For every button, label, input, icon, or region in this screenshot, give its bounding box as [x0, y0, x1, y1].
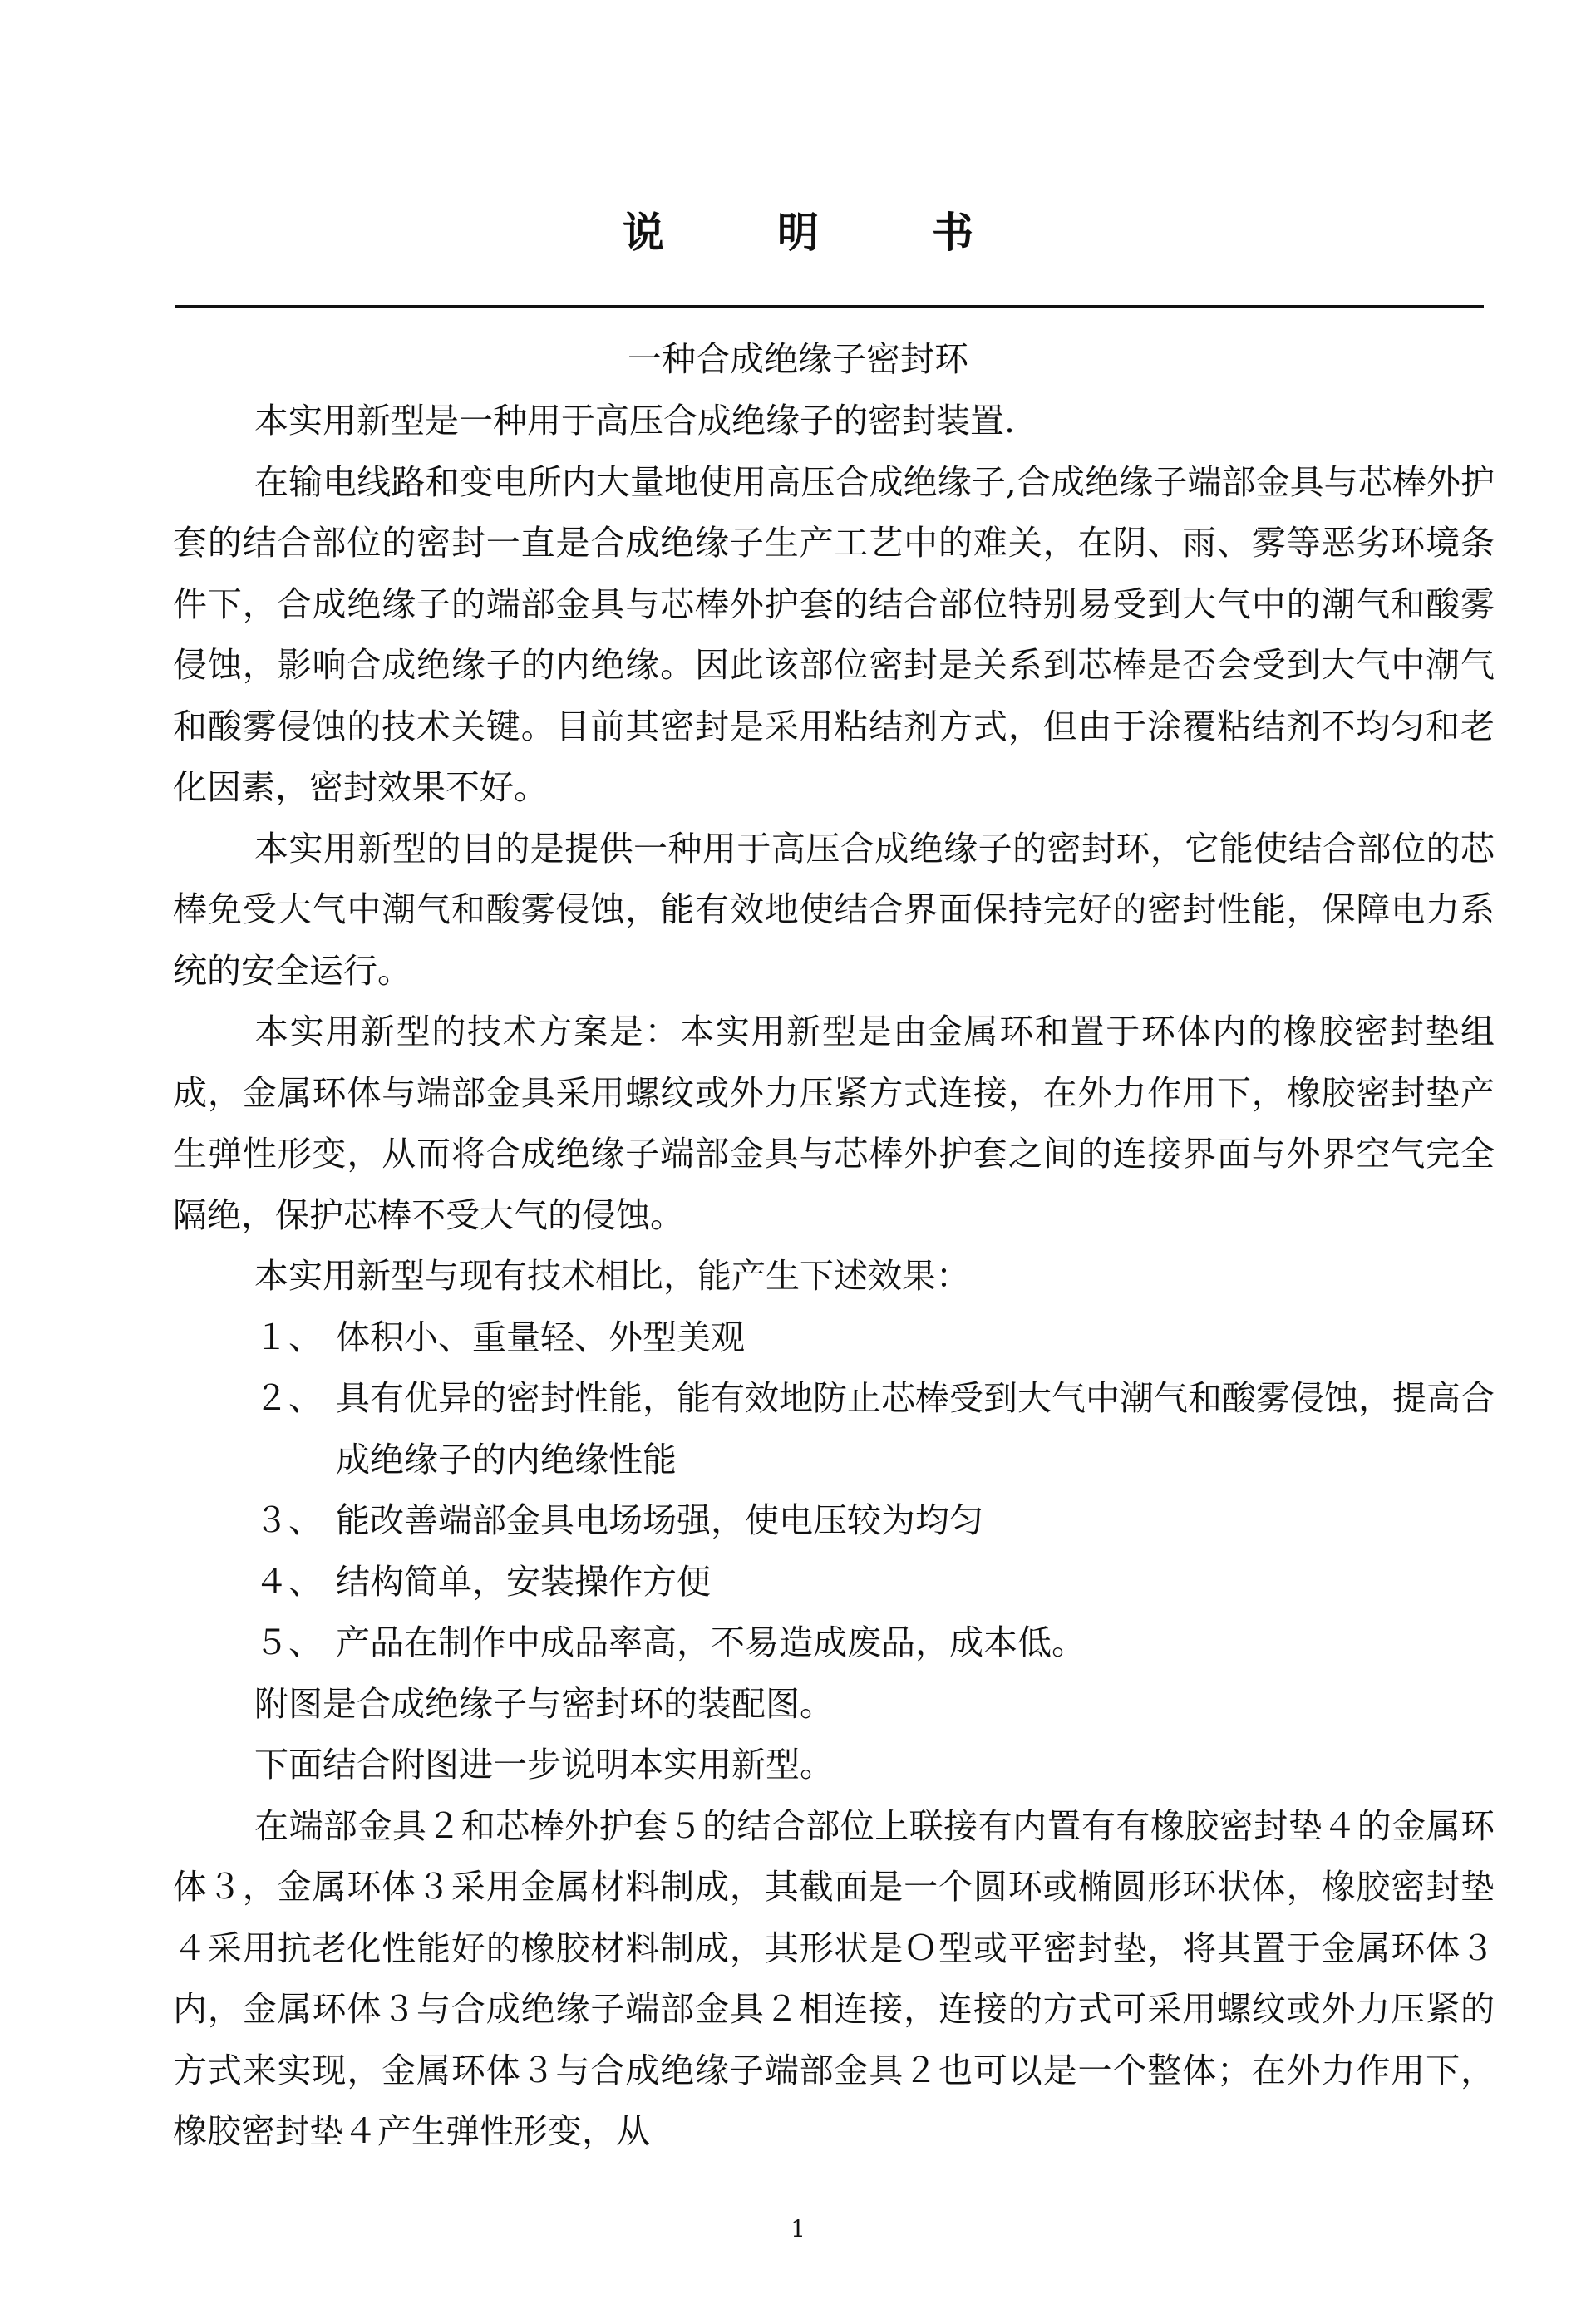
list-item-number: ５、	[254, 1622, 323, 1662]
heading-divider	[175, 305, 1484, 308]
paragraph: 本实用新型与现有技术相比，能产生下述效果：	[254, 1256, 970, 1296]
list-item	[173, 1368, 1495, 1490]
list-item	[173, 1307, 1495, 1369]
paragraph: 本实用新型的目的是提供一种用于高压合成绝缘子的密封环，它能使结合部位的芯棒免受大气中潮气和酸雾侵蚀，能有效地使结合界面保持完好的密封性能，保障电力系统的安全运行。	[173, 828, 1495, 991]
list-item-text: 体积小、重量轻、外型美观	[336, 1317, 745, 1357]
list-item-number: ３、	[254, 1500, 323, 1540]
paragraph: 下面结合附图进一步说明本实用新型。	[254, 1745, 834, 1785]
heading-char: 书	[932, 208, 973, 257]
list-item-text: 产品在制作中成品率高，不易造成废品，成本低。	[336, 1622, 1086, 1662]
list-item-text: 结构简单，安装操作方便	[336, 1561, 711, 1602]
list-item-number: １、	[254, 1317, 323, 1357]
paragraph: 本实用新型的技术方案是：本实用新型是由金属环和置于环体内的橡胶密封垫组成，金属环体与端部金具采用螺纹或外力压紧方式连接，在外力作用下，橡胶密封垫产生弹性形变，从而将合成绝缘子端部金具与芯棒外护套之间的连接界面与外界空气完全隔绝，保护芯棒不受大气的侵蚀。	[173, 1012, 1495, 1235]
document-body	[173, 391, 1495, 2163]
document-subtitle: 一种合成绝缘子密封环	[628, 339, 968, 379]
paragraph: 本实用新型是一种用于高压合成绝缘子的密封装置.	[254, 401, 1016, 441]
document-heading	[0, 199, 1596, 259]
list-item-number: ４、	[254, 1561, 323, 1602]
list-item	[173, 1612, 1495, 1674]
paragraph: 附图是合成绝缘子与密封环的装配图。	[254, 1683, 834, 1724]
heading-char: 说	[623, 208, 664, 257]
list-item-number: ２、	[254, 1378, 323, 1418]
list-item-text: 能改善端部金具电场场强，使电压较为均匀	[336, 1500, 983, 1540]
paragraph: 在输电线路和变电所内大量地使用高压合成绝缘子,合成绝缘子端部金具与芯棒外护套的结合部位的密封一直是合成绝缘子生产工艺中的难关，在阴、雨、雾等恶劣环境条件下，合成绝缘子的端部金具与芯棒外护套的结合部位特别易受到大气中的潮气和酸雾侵蚀，影响合成绝缘子的内绝缘。因此该部位密封是关系到芯棒是否会受到大气中潮气和酸雾侵蚀的技术关键。目前其密封是采用粘结剂方式，但由于涂覆粘结剂不均匀和老化因素，密封效果不好。	[173, 461, 1495, 807]
paragraph: 在端部金具２和芯棒外护套５的结合部位上联接有内置有有橡胶密封垫４的金属环体３，金属环体３采用金属材料制成，其截面是一个圆环或椭圆形环状体，橡胶密封垫４采用抗老化性能好的橡胶材料制成，其形状是Ｏ型或平密封垫，将其置于金属环体３内，金属环体３与合成绝缘子端部金具２相连接，连接的方式可采用螺纹或外力压紧的方式来实现，金属环体３与合成绝缘子端部金具２也可以是一个整体；在外力作用下，橡胶密封垫４产生弹性形变，从	[173, 1805, 1495, 2151]
list-item	[173, 1490, 1495, 1552]
list-item	[173, 1552, 1495, 1613]
list-item-text: 具有优异的密封性能，能有效地防止芯棒受到大气中潮气和酸雾侵蚀，提高合成绝缘子的内绝缘性能	[336, 1378, 1495, 1479]
page-number: 1	[791, 2215, 805, 2243]
heading-char: 明	[777, 208, 819, 257]
